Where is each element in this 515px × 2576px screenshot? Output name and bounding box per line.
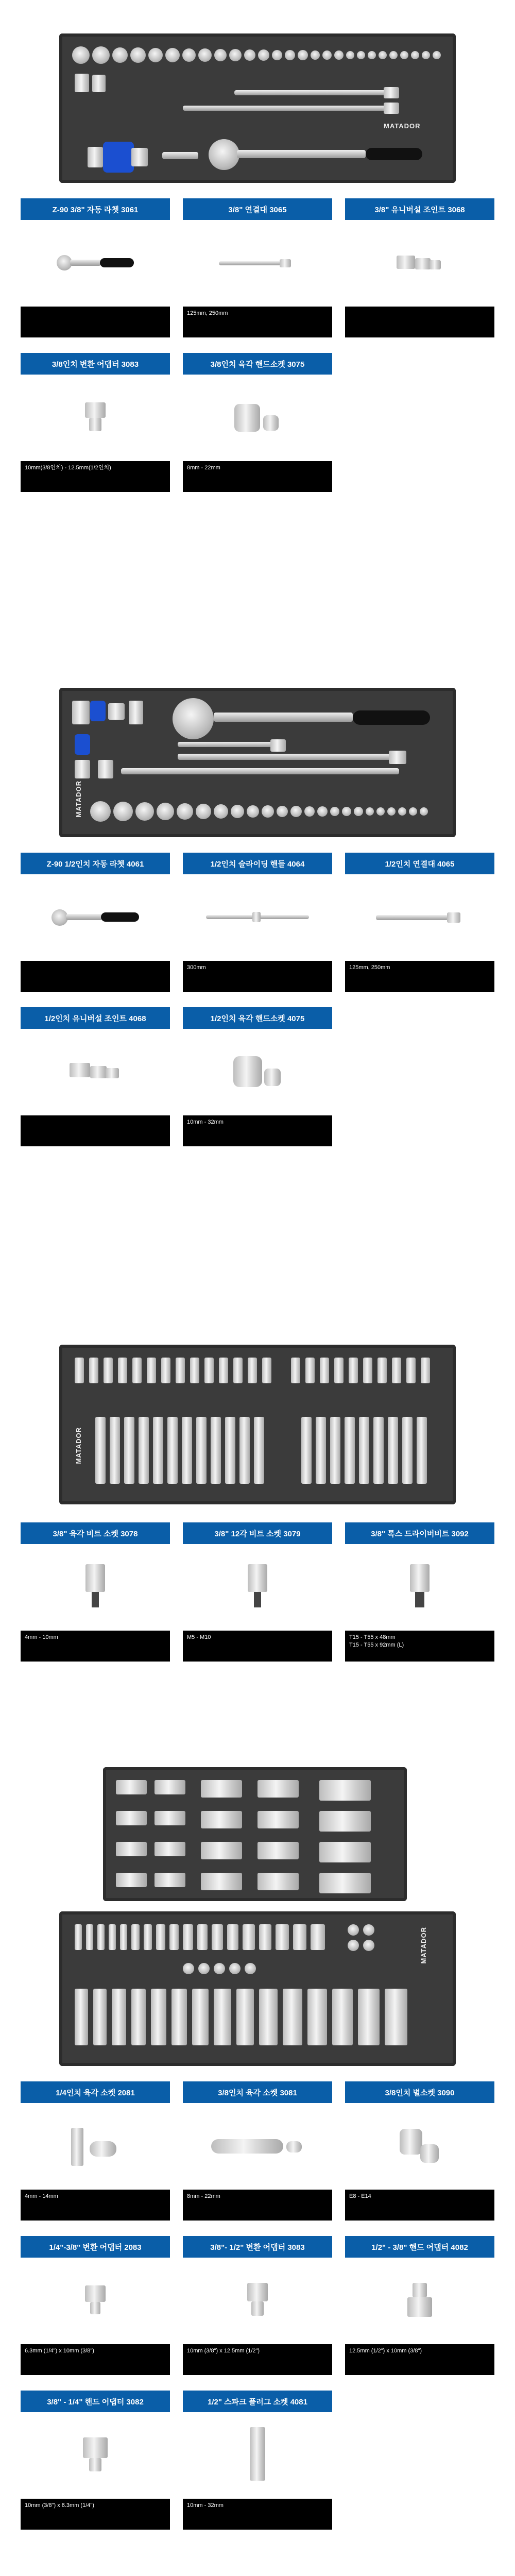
product-title: 1/2인치 연결대 4065 (345, 853, 494, 874)
product-card[interactable] (345, 2081, 494, 2221)
product-caption (21, 307, 170, 337)
product-image-extension (183, 220, 332, 307)
product-card[interactable] (345, 2236, 494, 2375)
brand-logo: MATADOR (384, 122, 421, 130)
product-image-adapter (21, 2258, 170, 2344)
product-title: 3/8" 12각 비트 소켓 3079 (183, 1522, 332, 1544)
product-caption: 10mm - 32mm (183, 2499, 332, 2530)
product-title: 3/8" 톡스 드라이버비트 3092 (345, 1522, 494, 1544)
product-title: 1/2" 스파크 플러그 소켓 4081 (183, 2391, 332, 2412)
product-image-torx-bit (345, 1544, 494, 1631)
product-caption: 4mm - 14mm (21, 2190, 170, 2221)
product-image-14-hex-socket (21, 2103, 170, 2190)
product-caption: 10mm (3/8") x 12.5mm (1/2") (183, 2344, 332, 2375)
product-title: 3/8인치 육각 소켓 3081 (183, 2081, 332, 2103)
product-title: 3/8" 유니버설 조인트 3068 (345, 198, 494, 220)
tray-image-socket-set (59, 1911, 456, 2066)
product-image-ratchet (21, 874, 170, 961)
product-title: 1/4인치 육각 소켓 2081 (21, 2081, 170, 2103)
tray-image-bit-sockets (59, 1345, 456, 1504)
product-title: 3/8" - 1/4" 핸드 어댑터 3082 (21, 2391, 170, 2412)
product-card[interactable] (183, 2081, 332, 2221)
product-image-hand-socket (183, 1029, 332, 1115)
product-card[interactable] (183, 353, 332, 492)
product-title: 3/8인치 별소켓 3090 (345, 2081, 494, 2103)
tray-image-38-set (59, 33, 456, 183)
product-title: Z-90 1/2인치 자동 라쳇 4061 (21, 853, 170, 874)
product-caption: T15 - T55 x 48mm T15 - T55 x 92mm (L) (345, 1631, 494, 1662)
product-image-adapter (183, 2258, 332, 2344)
product-image-hand-adapter (345, 2258, 494, 2344)
product-title: 3/8인치 변환 어댑터 3083 (21, 353, 170, 375)
tray-image-deep-sockets (103, 1767, 407, 1901)
product-caption: 6.3mm (1/4") x 10mm (3/8") (21, 2344, 170, 2375)
product-card[interactable] (183, 2391, 332, 2530)
product-caption: M5 - M10 (183, 1631, 332, 1662)
product-card[interactable] (345, 198, 494, 337)
product-card[interactable] (21, 2081, 170, 2221)
product-title: 1/2" - 3/8" 핸드 어댑터 4082 (345, 2236, 494, 2258)
product-image-extension (345, 874, 494, 961)
product-image-star-socket (345, 2103, 494, 2190)
product-image-38-hex-socket (183, 2103, 332, 2190)
product-card[interactable] (183, 853, 332, 992)
product-caption: 12.5mm (1/2") x 10mm (3/8") (345, 2344, 494, 2375)
product-caption: E8 - E14 (345, 2190, 494, 2221)
product-title: 3/8" 연결대 3065 (183, 198, 332, 220)
product-title: 3/8" 육각 비트 소켓 3078 (21, 1522, 170, 1544)
product-title: Z-90 3/8" 자동 라쳇 3061 (21, 198, 170, 220)
product-caption: 10mm(3/8인치) - 12.5mm(1/2인치) (21, 461, 170, 492)
product-caption: 125mm, 250mm (345, 961, 494, 992)
product-card[interactable] (183, 2236, 332, 2375)
product-caption: 8mm - 22mm (183, 461, 332, 492)
product-card[interactable] (183, 198, 332, 337)
product-card[interactable] (21, 1522, 170, 1662)
product-caption (21, 1115, 170, 1146)
product-image-hex-bit-socket (21, 1544, 170, 1631)
product-card[interactable] (21, 2236, 170, 2375)
brand-logo: MATADOR (75, 781, 82, 818)
product-caption: 4mm - 10mm (21, 1631, 170, 1662)
product-card[interactable] (21, 2391, 170, 2530)
product-card[interactable] (345, 1522, 494, 1662)
tray-image-12-set (59, 688, 456, 837)
product-card[interactable] (183, 1007, 332, 1146)
product-card[interactable] (21, 1007, 170, 1146)
product-card[interactable] (21, 198, 170, 337)
product-title: 3/8"- 1/2" 변환 어댑터 3083 (183, 2236, 332, 2258)
product-card[interactable] (21, 853, 170, 992)
product-title: 1/4"-3/8" 변환 어댑터 2083 (21, 2236, 170, 2258)
product-caption: 10mm (3/8") x 6.3mm (1/4") (21, 2499, 170, 2530)
brand-logo: MATADOR (75, 1427, 82, 1464)
product-caption: 8mm - 22mm (183, 2190, 332, 2221)
product-image-sliding-handle (183, 874, 332, 961)
product-card[interactable] (183, 1522, 332, 1662)
product-image-hand-socket (183, 375, 332, 461)
product-image-adapter (21, 375, 170, 461)
product-image-hand-adapter (21, 2412, 170, 2499)
product-caption (21, 961, 170, 992)
product-caption: 125mm, 250mm (183, 307, 332, 337)
brand-logo: MATADOR (420, 1927, 427, 1964)
product-image-ratchet (21, 220, 170, 307)
product-card[interactable] (345, 853, 494, 992)
product-image-universal-joint (21, 1029, 170, 1115)
product-title: 3/8인치 육각 핸드소켓 3075 (183, 353, 332, 375)
product-title: 1/2인치 슬라이딩 핸들 4064 (183, 853, 332, 874)
product-card[interactable] (21, 353, 170, 492)
product-title: 1/2인치 육각 핸드소켓 4075 (183, 1007, 332, 1029)
product-caption: 300mm (183, 961, 332, 992)
product-caption (345, 307, 494, 337)
product-caption: 10mm - 32mm (183, 1115, 332, 1146)
product-title: 1/2인치 유니버설 조인트 4068 (21, 1007, 170, 1029)
product-image-universal-joint (345, 220, 494, 307)
product-image-12pt-bit-socket (183, 1544, 332, 1631)
product-image-spark-plug-socket (183, 2412, 332, 2499)
